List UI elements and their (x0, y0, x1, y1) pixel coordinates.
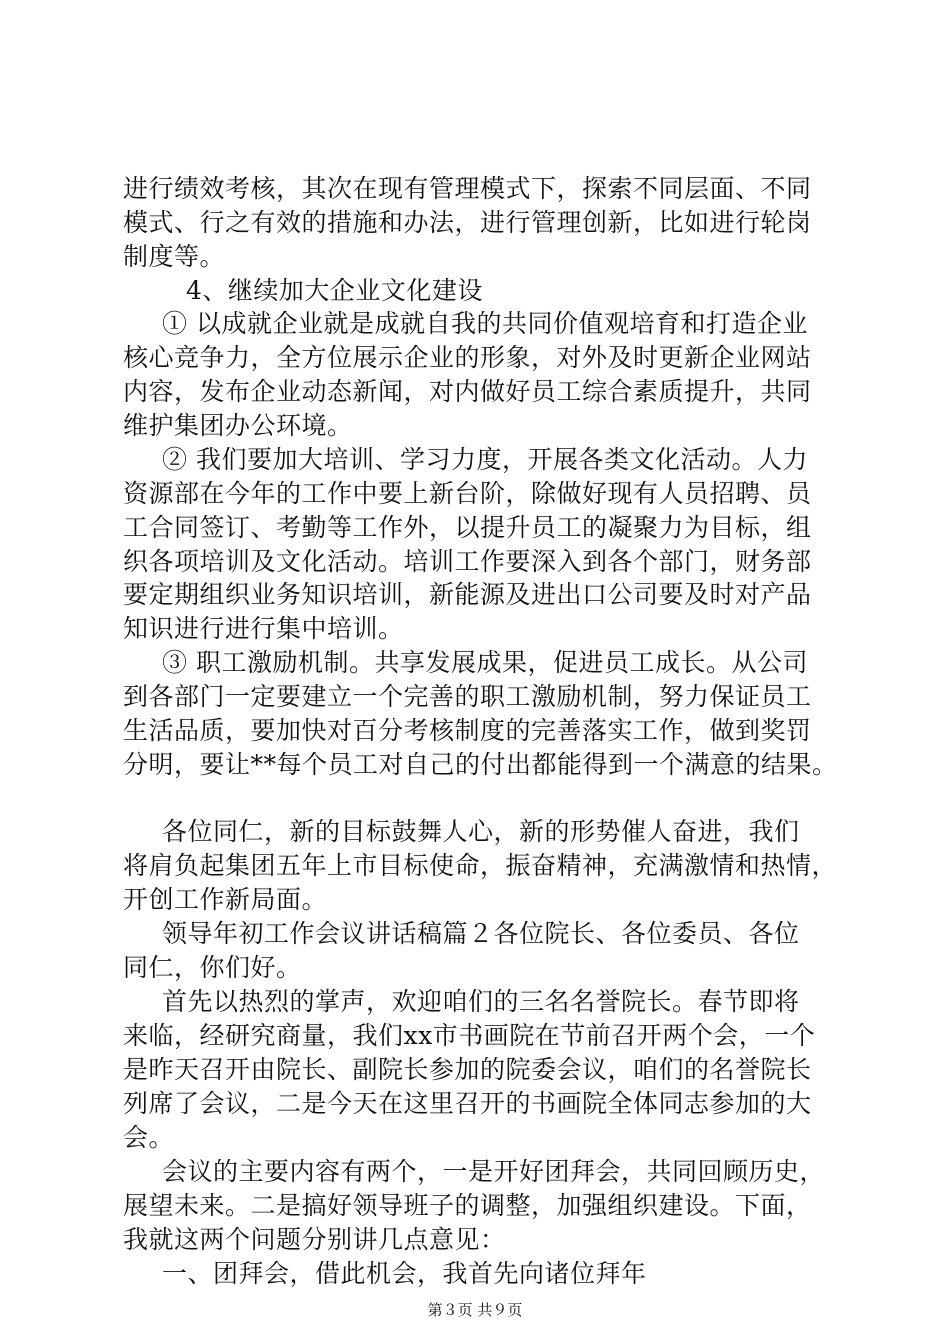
text-line: 一、团拜会，借此机会，我首先向诸位拜年 (162, 1259, 647, 1288)
text-line: 会。 (123, 1123, 175, 1152)
text-line: 展望未来。二是搞好领导班子的调整，加强组织建设。下面， (123, 1191, 812, 1220)
text-line: 维护集团办公环境。 (123, 411, 353, 440)
text-line: ③ 职工激励机制。共享发展成果，促进员工成长。从公司 (162, 648, 808, 677)
text-line: 来临，经研究商量，我们xx市书画院在节前召开两个会，一个 (123, 1021, 816, 1050)
text-line: 我就这两个问题分别讲几点意见： (123, 1225, 506, 1254)
text-line: 内容，发布企业动态新闻，对内做好员工综合素质提升，共同 (123, 377, 812, 406)
text-line: 将肩负起集团五年上市目标使命，振奋精神，充满激情和热情， (123, 851, 838, 880)
text-line: 知识进行进行集中培训。 (123, 614, 404, 643)
text-line: 是昨天召开由院长、副院长参加的院委会议，咱们的名誉院长 (123, 1055, 812, 1084)
text-line: 制度等。 (123, 242, 226, 271)
text-line: 领导年初工作会议讲话稿篇２各位院长、各位委员、各位 (162, 919, 800, 948)
text-line: 核心竞争力，全方位展示企业的形象，对外及时更新企业网站 (123, 343, 812, 372)
text-line: 各位同仁，新的目标鼓舞人心，新的形势催人奋进，我们 (162, 817, 800, 846)
text-line: 开创工作新局面。 (123, 885, 328, 914)
text-line: 模式、行之有效的措施和办法，进行管理创新，比如进行轮岗 (123, 208, 812, 237)
text-line: 同仁，你们好。 (123, 953, 302, 982)
text-line: 列席了会议，二是今天在这里召开的书画院全体同志参加的大 (123, 1089, 812, 1118)
text-line: 织各项培训及文化活动。培训工作要深入到各个部门，财务部 (123, 547, 812, 576)
text-line: 工合同签订、考勤等工作外，以提升员工的凝聚力为目标，组 (123, 513, 812, 542)
text-line: ② 我们要加大培训、学习力度，开展各类文化活动。人力 (162, 445, 808, 474)
text-line: 要定期组织业务知识培训，新能源及进出口公司要及时对产品 (123, 580, 812, 609)
text-line: 分明，要让**每个员工对自己的付出都能得到一个满意的结果。 (123, 750, 838, 779)
text-line: 会议的主要内容有两个，一是开好团拜会，共同回顾历史， (162, 1157, 826, 1186)
text-line: 进行绩效考核，其次在现有管理模式下，探索不同层面、不同 (123, 174, 812, 203)
text-line: 资源部在今年的工作中要上新台阶，除做好现有人员招聘、员 (123, 479, 812, 508)
text-line: 生活品质，要加快对百分考核制度的完善落实工作，做到奖罚 (123, 716, 812, 745)
page-number-footer: 第３页 共９页 (427, 1301, 523, 1319)
text-line: ① 以成就企业就是成就自我的共同价值观培育和打造企业 (162, 309, 808, 338)
text-line: 首先以热烈的掌声，欢迎咱们的三名名誉院长。春节即将 (162, 987, 800, 1016)
section-heading: 4、继续加大企业文化建设 (186, 276, 483, 305)
text-line: 到各部门一定要建立一个完善的职工激励机制，努力保证员工 (123, 682, 812, 711)
